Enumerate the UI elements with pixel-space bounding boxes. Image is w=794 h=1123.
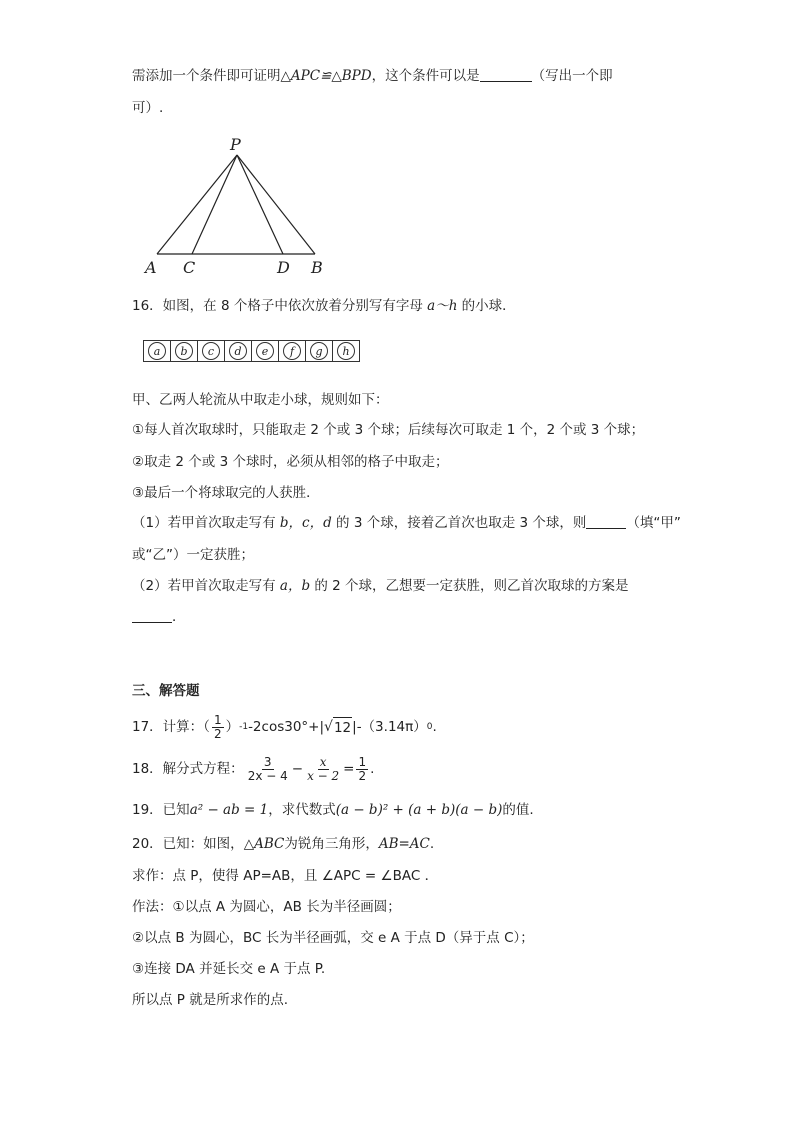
q17-end: . [432, 719, 437, 735]
ball-e: e [256, 342, 274, 360]
point-label-P: P [230, 135, 241, 154]
q17: 17．计算：（ $\frac{1}{2}$ ） -1 -2cos30°+| √ 12 |-（3.14π） 0 . [132, 712, 437, 741]
q19-mid: ，求代数式 [268, 802, 336, 818]
point-label-A: A [145, 258, 157, 277]
q20-line6: 所以点 P 就是所求作的点. [132, 992, 289, 1008]
answer-blank[interactable] [132, 608, 172, 623]
q18 [132, 754, 374, 784]
q16-rule-2: ②取走 2 个或 3 个球时，必须从相邻的格子中取走； [132, 454, 449, 470]
triangle-figure [140, 132, 340, 280]
q16-rule-3: ③最后一个将球取完的人获胜． [132, 485, 320, 501]
grid-cell [333, 341, 359, 361]
segment-PA [157, 155, 237, 254]
exponent: 0 [426, 722, 433, 732]
q15-text-post: （写出一个即 [531, 68, 613, 84]
q16-part2-letters: a，b [279, 578, 311, 594]
fraction-denominator: 2 [358, 768, 367, 783]
grid-cell [198, 341, 225, 361]
ball-d: d [229, 342, 247, 360]
exponent: -1 [239, 722, 249, 732]
ball-h: h [337, 342, 355, 360]
q16-part2-end: ． [172, 609, 186, 625]
grid-cell [279, 341, 306, 361]
q17-text: 17．计算：（ [132, 719, 210, 735]
grid-cell [225, 341, 252, 361]
fraction-numerator: x [319, 754, 327, 769]
q17-mid: -2cos30°+| [248, 719, 325, 735]
q17-mid2: |-（3.14π） [352, 719, 427, 735]
ball-a: a [148, 342, 166, 360]
answer-blank[interactable] [586, 514, 626, 529]
ball-c: c [202, 342, 220, 360]
q16-part1-text: （1）若甲首次取走写有 [132, 515, 280, 531]
grid-cell [171, 341, 198, 361]
q15-text-mid: ，这个条件可以是 [371, 68, 480, 84]
q20-line3: 作法：①以点 A 为圆心，AB 长为半径画圆； [132, 899, 401, 915]
fraction-numerator: 1 [213, 712, 222, 727]
q20-mid: 为锐角三角形， [284, 836, 379, 852]
equals-sign: = [343, 761, 355, 777]
q16-intro-end: 的小球． [457, 298, 516, 314]
q16-rules-intro: 甲、乙两人轮流从中取走小球，规则如下： [132, 392, 389, 408]
q16-part2 [132, 576, 629, 596]
q16-part1-post: （填“甲” [626, 515, 681, 531]
point-label-B: B [311, 258, 323, 277]
q19-expression: (a − b)² + (a + b)(a − b) [335, 802, 503, 818]
fraction-denominator: 2 [213, 726, 222, 741]
sqrt-argument: 12 [333, 717, 352, 738]
answer-blank[interactable] [480, 67, 532, 82]
fraction-numerator: 1 [358, 754, 367, 769]
q16-part1 [132, 513, 681, 533]
segment-PC [192, 155, 237, 254]
q20-line1 [132, 834, 434, 854]
q18-text: 18．解分式方程： [132, 761, 244, 777]
section-heading: 三、解答题 [132, 683, 200, 699]
q18-fraction-1 [246, 756, 290, 783]
q15-text-end: 可）. [132, 100, 164, 116]
grid-cell [252, 341, 279, 361]
point-label-C: C [183, 258, 196, 277]
fraction-denominator: 2x − 4 [247, 768, 288, 783]
grid-cell [144, 341, 171, 361]
ball-f: f [283, 342, 301, 360]
q16-letters-range: a～h [427, 298, 458, 314]
q16-part1-line2: 或“乙”）一定获胜； [132, 547, 254, 563]
q16-part2-line2 [132, 607, 186, 627]
q15-line2 [132, 98, 163, 118]
q20-triangle: △ABC [243, 836, 285, 852]
q17-fraction [212, 714, 224, 741]
q16-intro-text: 16．如图，在 8 个格子中依次放着分别写有字母 [132, 298, 428, 314]
q15-text: 需添加一个条件即可证明 [132, 68, 281, 84]
q16-part2-text: （2）若甲首次取走写有 [132, 578, 280, 594]
minus-sign: − [291, 761, 304, 777]
q20-line2: 求作：点 P，使得 AP=AB，且 ∠APC = ∠BAC ． [132, 868, 439, 884]
q16-part1-letters: b，c，d [279, 515, 332, 531]
q15-line1 [132, 66, 613, 86]
q19-condition: a² − ab = 1 [189, 802, 269, 818]
ball-g: g [310, 342, 328, 360]
grid-cell [306, 341, 333, 361]
ball-b: b [175, 342, 193, 360]
q20-end: . [429, 836, 435, 852]
q18-fraction-2 [305, 756, 341, 783]
q19-text: 19．已知 [132, 802, 190, 818]
fraction-denominator: x − 2 [307, 768, 340, 783]
q20-equality: AB=AC [378, 836, 430, 852]
q20-line5: ③连接 DA 并延长交 e A 于点 P. [132, 961, 326, 977]
q20-line4: ②以点 B 为圆心，BC 长为半径画弧，交 e A 于点 D（异于点 C）； [132, 930, 534, 946]
q19 [132, 800, 534, 820]
q16-part1-mid: 的 3 个球，接着乙首次也取走 3 个球，则 [331, 515, 587, 531]
ball-grid [143, 340, 360, 362]
q18-end: . [370, 761, 375, 777]
q16-part2-post: 的 2 个球，乙想要一定获胜，则乙首次取球的方案是 [310, 578, 629, 594]
q15-congruence: △APC≌△BPD [280, 68, 372, 84]
q19-end: 的值. [502, 802, 534, 818]
q20-text: 20．已知：如图， [132, 836, 244, 852]
q16-rule-1: ①每人首次取球时，只能取走 2 个或 3 个球；后续每次可取走 1 个，2 个或 3 个球； [132, 422, 645, 438]
point-label-D: D [277, 258, 290, 277]
fraction-numerator: 3 [263, 754, 272, 769]
q16-intro [132, 296, 516, 316]
q18-fraction-3 [356, 756, 368, 783]
